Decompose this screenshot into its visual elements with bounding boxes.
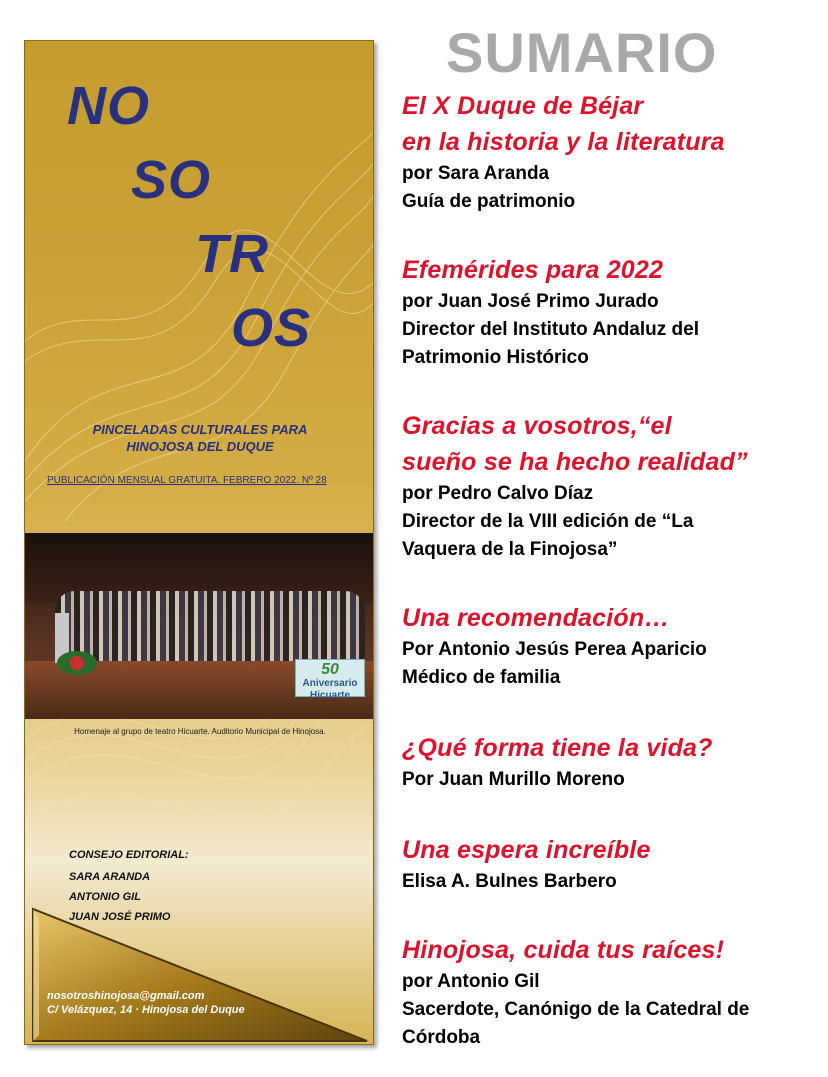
sumario-entry[interactable] <box>402 832 822 896</box>
entry-title: en la historia y la literatura <box>402 128 725 156</box>
cover-subtitle <box>25 421 374 455</box>
entry-role: Director del Instituto Andaluz del <box>402 319 699 340</box>
entry-author: Por Juan Murillo Moreno <box>402 769 625 790</box>
anniversary-text: Aniversario <box>302 678 358 689</box>
entry-author: por Pedro Calvo Díaz <box>402 483 594 504</box>
editorial-member: ANTONIO GIL <box>69 891 141 903</box>
entry-role: Córdoba <box>402 1027 481 1048</box>
masthead-line-4: OS <box>231 298 312 358</box>
entry-role: Patrimonio Histórico <box>402 347 589 368</box>
entry-title: Hinojosa, cuida tus raíces! <box>402 936 725 964</box>
sumario-heading: SUMARIO <box>446 21 718 84</box>
entry-author: por Juan José Primo Jurado <box>402 291 659 312</box>
contact-info <box>47 989 245 1017</box>
editorial-member: JUAN JOSÉ PRIMO <box>69 911 171 923</box>
masthead-line-3: TR <box>195 224 269 284</box>
publication-info: PUBLICACIÓN MENSUAL GRATUITA. FEBRERO 2022. Nº 28 <box>47 475 327 486</box>
sumario-entry[interactable] <box>402 932 822 1052</box>
sumario-entry[interactable] <box>402 252 822 372</box>
contact-email[interactable]: nosotroshinojosa@gmail.com <box>47 990 205 1002</box>
entry-title: ¿Qué forma tiene la vida? <box>402 734 713 762</box>
flowers <box>57 651 97 675</box>
sumario-entry[interactable] <box>402 730 822 794</box>
entry-author: Elisa A. Bulnes Barbero <box>402 871 617 892</box>
masthead-line-2: SO <box>131 150 212 210</box>
entry-title: Efemérides para 2022 <box>402 256 664 284</box>
anniversary-number: 50 <box>321 661 339 678</box>
entry-title: sueño se ha hecho realidad” <box>402 448 748 476</box>
entry-title: Una espera increíble <box>402 836 651 864</box>
entry-title: El X Duque de Béjar <box>402 92 644 120</box>
sumario-entry[interactable] <box>402 408 822 564</box>
editorial-board <box>69 845 189 927</box>
editorial-heading: CONSEJO EDITORIAL: <box>69 849 189 861</box>
entry-role: Director de la VIII edición de “La <box>402 511 694 532</box>
subtitle-line-1: PINCELADAS CULTURALES PARA <box>92 422 308 437</box>
photo-caption: Homenaje al grupo de teatro Hicuarte. Auditorio Municipal de Hinojosa. <box>74 727 326 736</box>
entry-role: Guía de patrimonio <box>402 191 576 212</box>
anniversary-logo <box>295 659 365 701</box>
entry-title: Gracias a vosotros,“el <box>402 412 672 440</box>
entry-role: Sacerdote, Canónigo de la Catedral de <box>402 999 750 1020</box>
group-of-people <box>55 591 365 661</box>
subtitle-line-2: HINOJOSA DEL DUQUE <box>126 439 274 454</box>
entry-role: Médico de familia <box>402 667 561 688</box>
sumario-entry[interactable] <box>402 88 822 216</box>
masthead-line-1: NO <box>67 76 150 136</box>
sumario-entry[interactable] <box>402 600 822 692</box>
anniversary-name: Hicuarte <box>309 690 350 701</box>
entry-role: Vaquera de la Finojosa” <box>402 539 618 560</box>
magazine-cover <box>24 40 374 1045</box>
entry-title: Una recomendación… <box>402 604 670 632</box>
entry-author: por Sara Aranda <box>402 163 550 184</box>
entry-author: por Antonio Gil <box>402 971 540 992</box>
editorial-member: SARA ARANDA <box>69 871 151 883</box>
contact-address: C/ Velázquez, 14 · Hinojosa del Duque <box>47 1004 245 1016</box>
cover-photo <box>25 533 374 719</box>
entry-author: Por Antonio Jesús Perea Aparicio <box>402 639 707 660</box>
